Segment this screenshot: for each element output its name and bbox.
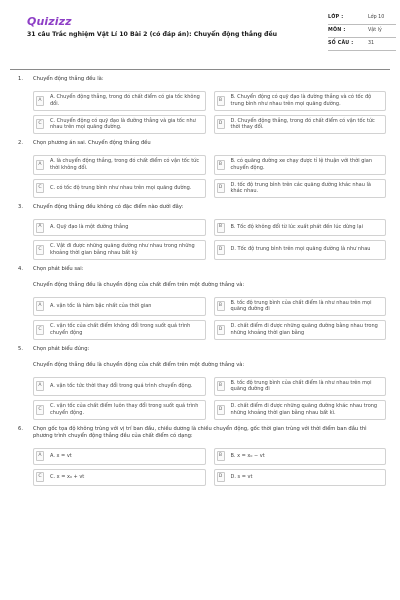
meta-label: LỚP :	[328, 14, 344, 20]
option-letter-box: A	[36, 381, 44, 391]
answer-options	[10, 448, 390, 486]
option-text: B. có quãng đường xe chạy được tỉ lệ thuận với thời gian chuyển động.	[230, 158, 372, 171]
question-number: 4.	[18, 265, 23, 272]
question-text: Chuyển động thẳng đều không có đặc điểm nào dưới đây:	[33, 204, 184, 211]
option-letter-box: C	[36, 245, 44, 255]
answer-options	[10, 91, 390, 134]
answer-option-c[interactable]	[33, 179, 206, 199]
option-letter-box: A	[36, 451, 44, 461]
answer-option-d[interactable]	[214, 179, 387, 199]
meta-value: 31	[368, 40, 375, 46]
option-text: A. vận tốc là hàm bậc nhất của thời gian	[50, 302, 152, 309]
question-text: Chọn phát biểu đúng:	[33, 345, 90, 352]
header-divider	[10, 69, 390, 70]
question-list	[10, 76, 390, 492]
option-letter-box: D	[217, 325, 225, 335]
question-text: Chọn phương án sai. Chuyển động thẳng đều	[33, 140, 151, 147]
question-stem: Chuyển động thẳng đều là chuyển động của chất điểm trên một đường thẳng và:	[33, 361, 245, 368]
answer-option-c[interactable]	[33, 469, 206, 486]
question-4	[10, 266, 390, 340]
answer-options	[10, 297, 390, 340]
option-letter-box: D	[217, 183, 225, 193]
answer-options	[10, 377, 390, 420]
option-letter-box: D	[217, 119, 225, 129]
question-number: 3.	[18, 204, 23, 211]
worksheet-meta	[328, 12, 396, 51]
worksheet-title: 31 câu Trắc nghiệm Vật Lí 10 Bài 2 (có đáp án): Chuyển động thẳng đều	[27, 31, 278, 38]
answer-option-c[interactable]	[33, 400, 206, 420]
answer-option-d[interactable]	[214, 400, 387, 420]
meta-label: MÔN :	[328, 27, 346, 33]
option-text: D. chất điểm đi được những quãng đường khác nhau trong những khoảng thời gian bằng nhau bất kì.	[230, 403, 378, 416]
answer-options	[10, 155, 390, 198]
option-letter-box: B	[217, 301, 225, 311]
option-letter-box: A	[36, 160, 44, 170]
question-number: 1.	[18, 76, 23, 82]
question-5	[10, 346, 390, 420]
option-text: A. là chuyển động thẳng, trong đó chất điểm có vận tốc tức thời không đổi.	[50, 158, 200, 171]
option-letter-box: A	[36, 223, 44, 233]
answer-option-a[interactable]	[33, 297, 206, 317]
option-text: C. có tốc độ trung bình như nhau trên mọi quãng đường.	[50, 184, 192, 191]
option-text: C. x = x₀ + vt	[50, 473, 85, 480]
option-letter-box: C	[36, 119, 44, 129]
option-letter-box: C	[36, 183, 44, 193]
option-letter-box: C	[36, 472, 44, 482]
question-stem: Chuyển động thẳng đều là chuyển động của chất điểm trên một đường thẳng và:	[33, 281, 245, 288]
question-header	[10, 204, 390, 211]
question-2	[10, 140, 390, 198]
answer-option-d[interactable]	[214, 469, 387, 486]
option-letter-box: A	[36, 301, 44, 311]
option-text: D. chất điểm đi được những quãng đường bằng nhau trong những khoảng thời gian bằng	[230, 323, 378, 336]
option-text: B. tốc độ trung bình của chất điểm là như nhau trên mọi quãng đường đi	[230, 299, 372, 313]
option-letter-box: B	[217, 451, 225, 461]
meta-row-question-count	[328, 38, 396, 51]
answer-option-a[interactable]	[33, 91, 206, 111]
option-letter-box: C	[36, 405, 44, 415]
answer-option-b[interactable]	[214, 155, 387, 175]
option-text: B. x = x₀ − vt	[230, 452, 265, 459]
option-text: A. Quỹ đạo là một đường thẳng	[50, 224, 129, 231]
answer-option-d[interactable]	[214, 240, 387, 260]
meta-label: SỐ CÂU :	[328, 40, 354, 46]
answer-option-d[interactable]	[214, 115, 387, 135]
answer-option-a[interactable]	[33, 448, 206, 465]
answer-option-b[interactable]	[214, 219, 387, 236]
question-header	[10, 346, 390, 353]
option-letter-box: C	[36, 325, 44, 335]
answer-option-c[interactable]	[33, 320, 206, 340]
worksheet-header	[10, 0, 390, 64]
meta-row-class	[328, 12, 396, 25]
answer-option-b[interactable]	[214, 448, 387, 465]
question-text: Chọn gốc tọa độ không trùng với vị trí ban đầu, chiều dương là chiều chuyển động, gốc thời gian trùng với thời điểm ban đầu thì phương trình chuyển động thẳng đều của chất điểm có dạng:	[33, 425, 367, 439]
option-letter-box: B	[217, 160, 225, 170]
answer-option-b[interactable]	[214, 91, 387, 111]
option-text: A. x = vt	[50, 452, 72, 459]
question-header	[10, 426, 390, 440]
question-header	[10, 140, 390, 147]
option-text: D. Chuyển động thẳng, trong đó chất điểm có vận tốc tức thời thay đổi.	[230, 117, 375, 131]
option-text: D. Tốc độ trung bình trên mọi quãng đường là như nhau	[230, 246, 371, 253]
question-number: 2.	[18, 140, 23, 147]
option-letter-box: B	[217, 381, 225, 391]
question-header	[10, 266, 390, 273]
option-letter-box: A	[36, 96, 44, 106]
answer-option-a[interactable]	[33, 155, 206, 175]
option-text: B. Tốc độ không đổi từ lúc xuất phát đến lúc dừng lại	[230, 224, 363, 231]
option-text: D. s = vt	[230, 473, 253, 480]
option-text: C. Vật đi được những quãng đường như nhau trong những khoảng thời gian bằng nhau bất kỳ	[50, 243, 195, 256]
option-letter-box: D	[217, 405, 225, 415]
meta-value: Vật lý	[368, 27, 382, 33]
question-text: Chuyển động thẳng đều là:	[33, 76, 104, 82]
option-text: D. tốc độ trung bình trên các quãng đường khác nhau là khác nhau.	[230, 181, 371, 195]
answer-option-a[interactable]	[33, 219, 206, 236]
question-number: 5.	[18, 345, 23, 352]
option-text: B. tốc độ trung bình của chất điểm là như nhau trên mọi quãng đường đi	[230, 379, 372, 393]
option-text: C. vận tốc của chất điểm không đổi trong suốt quá trình chuyển động	[50, 323, 191, 336]
option-text: C. vận tốc của chất điểm luôn thay đổi trong suốt quá trình chuyển động.	[50, 403, 199, 416]
option-text: B. Chuyển động có quỹ đạo là đường thẳng và có tốc độ trung bình như nhau trên mọi quãng đường.	[230, 94, 372, 107]
meta-value: Lớp 10	[368, 14, 385, 20]
question-text: Chọn phát biểu sai:	[33, 265, 84, 272]
option-text: A. Chuyển động thẳng, trong đó chất điểm có gia tốc không đổi.	[50, 94, 200, 107]
answer-option-b[interactable]	[214, 297, 387, 317]
question-number: 6.	[18, 425, 23, 432]
option-text: C. Chuyển động có quỹ đạo là đường thẳng và gia tốc như nhau trên mọi quãng đường.	[50, 117, 196, 131]
answer-option-b[interactable]	[214, 377, 387, 397]
option-letter-box: D	[217, 472, 225, 482]
option-letter-box: B	[217, 223, 225, 233]
option-letter-box: B	[217, 96, 225, 106]
question-6	[10, 426, 390, 486]
option-text: A. vận tốc tức thời thay đổi trong quá trình chuyển động.	[50, 382, 193, 389]
answer-options	[10, 219, 390, 260]
answer-option-c[interactable]	[33, 115, 206, 135]
question-header	[10, 76, 390, 83]
answer-option-c[interactable]	[33, 240, 206, 260]
option-letter-box: D	[217, 245, 225, 255]
quizizz-logo: Quizizz	[27, 15, 72, 28]
meta-row-subject	[328, 25, 396, 38]
answer-option-a[interactable]	[33, 377, 206, 397]
answer-option-d[interactable]	[214, 320, 387, 340]
question-1	[10, 76, 390, 134]
question-3	[10, 204, 390, 260]
